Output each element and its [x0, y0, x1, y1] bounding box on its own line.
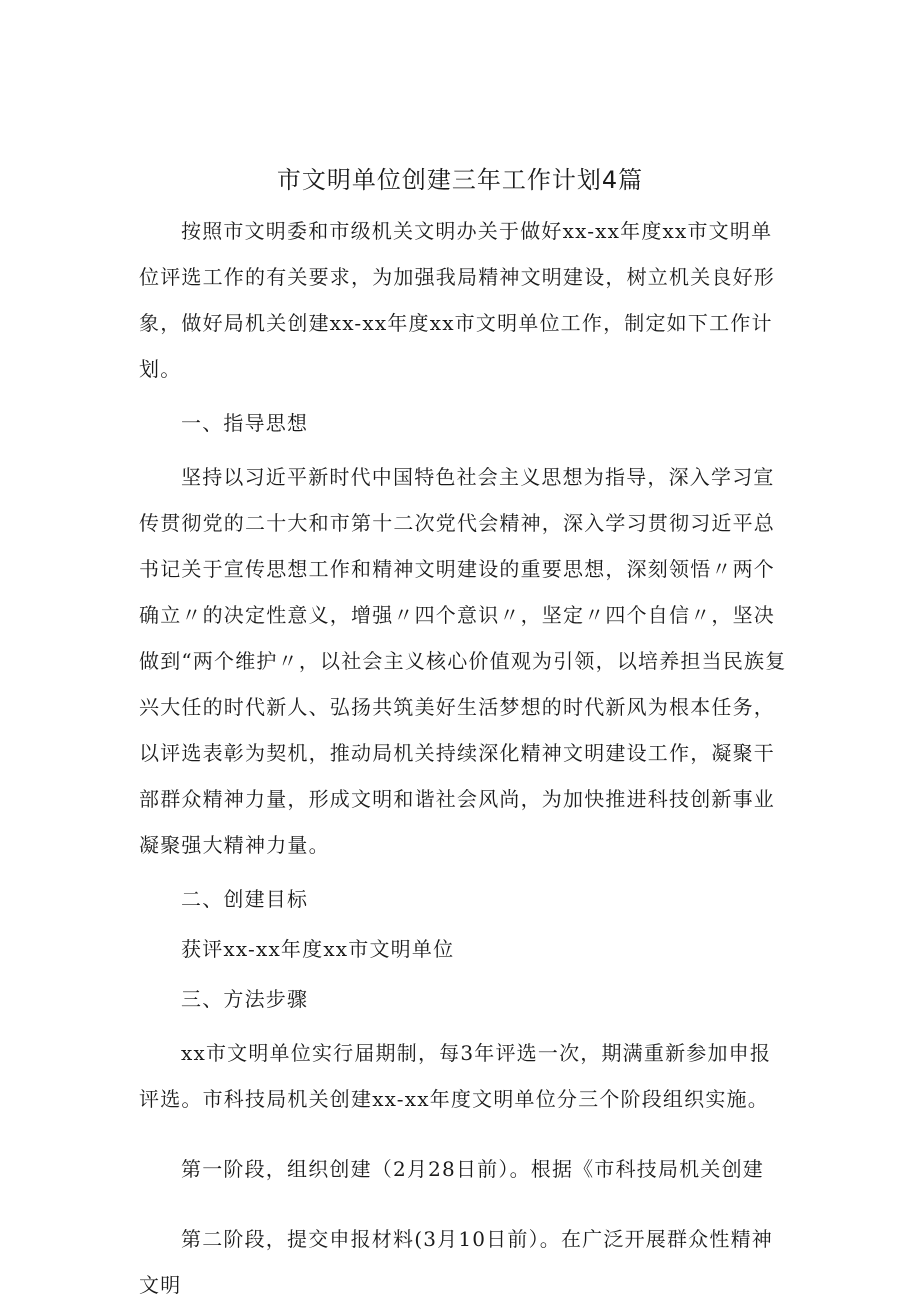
paragraph-intro: 按照市文明委和市级机关文明办关于做好xx-xx年度xx市文明单位评选工作的有关要求，为加强我局精神文明建设，树立机关良好形象，做好局机关创建xx-xx年度xx市文明单位工作，制定如下工作计划。 — [139, 219, 775, 381]
paragraph-guiding-ideology: 坚持以习近平新时代中国特色社会主义思想为指导，深入学习宣传贯彻党的二十大和市第十二次党代会精神，深入学习贯彻习近平总书记关于宣传思想工作和精神文明建设的重要思想，深刻领悟〃两个确立〃的决定性意义，增强〃四个意识〃，坚定〃四个自信〃，坚决做到“两个维护〃，以社会主义核心价值观为引领，以培养担当民族复兴大任的时代新人、弘扬共筑美好生活梦想的时代新风为根本任务，以评选表彰为契机，推动局机关持续深化精神文明建设工作，凝聚干部群众精神力量，形成文明和谐社会风尚，为加快推进科技创新事业凝聚强大精神力量。 — [139, 465, 787, 857]
document-body — [139, 208, 791, 1308]
section-heading-methods: 三、方法步骤 — [181, 987, 309, 1011]
paragraph-methods: xx市文明单位实行届期制，每3年评选一次，期满重新参加申报评选。市科技局机关创建xx-xx年度文明单位分三个阶段组织实施。 — [139, 1041, 772, 1111]
document-title: 市文明单位创建三年工作计划4篇 — [276, 166, 644, 194]
paragraph-stage-two: 第二阶段，提交申报材料(3月10日前）。在广泛开展群众性精神文明 — [139, 1227, 773, 1297]
section-heading-guiding-ideology: 一、指导思想 — [181, 411, 309, 435]
section-heading-goal: 二、创建目标 — [181, 887, 309, 911]
paragraph-goal: 获评xx-xx年度xx市文明单位 — [181, 937, 455, 961]
paragraph-stage-one: 第一阶段，组织创建（2月28日前）。根据《市科技局机关创建 — [181, 1157, 764, 1181]
